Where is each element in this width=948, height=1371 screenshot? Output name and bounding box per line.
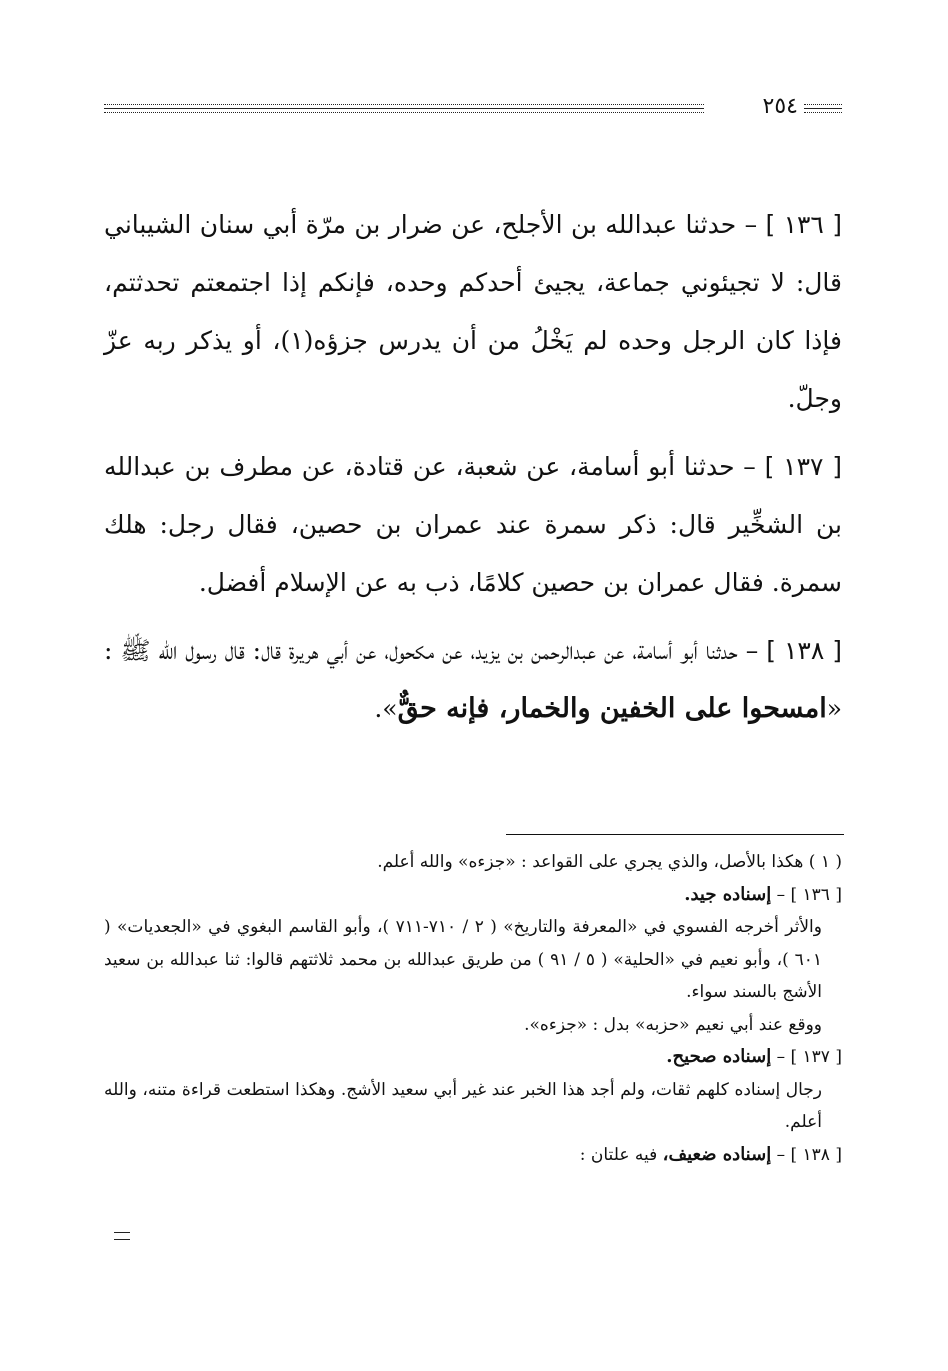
entry-138 — [104, 622, 842, 738]
page-header — [104, 96, 842, 132]
entry-number: [ ١٣٧ ] — [764, 452, 842, 481]
entry-number: [ ١٣٦ ] — [765, 210, 842, 239]
footnote-label: [ ١٣٧ ] – — [771, 1047, 842, 1067]
hadith-text: امسحوا على الخفين والخمار، فإنه حقٌّ — [397, 693, 827, 724]
footnote-138-heading — [104, 1139, 842, 1172]
footnote-separator — [506, 834, 844, 835]
footnote-text: فيه علتان : — [579, 1144, 663, 1165]
footnote-grade: إسناده صحيح. — [666, 1046, 772, 1067]
footnote-136-note: ووقع عند أبي نعيم «حزبه» بدل : «جزءه». — [524, 1014, 822, 1035]
footnote-137-heading — [104, 1041, 842, 1074]
main-text — [104, 196, 842, 748]
footnote-137-body: رجال إسناده كلهم ثقات، ولم أجد هذا الخبر عند غير أبي سعيد الأشج. وهكذا استطعت قراءة متنه، والله أعلم. — [104, 1079, 822, 1132]
entry-text: – حدثنا عبدالله بن الأجلح، عن ضرار بن مرّة أبي سنان الشيباني قال: لا تجيئوني جماعة، يجيئ أحدكم وحده، فإنكم إذا اجتمعتم تحدثتم، فإذا كان الرجل وحده لم يَخْلُ من أن يدرس جزؤه(١)، أو يذكر ربه عزّ وجلّ. — [104, 210, 842, 413]
entry-137 — [104, 438, 842, 612]
header-rule-right — [804, 104, 842, 118]
footnotes — [104, 846, 842, 1171]
entry-text: – حدثنا أبو أسامة، عن شعبة، عن قتادة، عن مطرف بن عبدالله بن الشخِّير قال: ذكر سمرة عند عمران بن حصين، فقال رجل: هلك سمرة. فقال عمران بن حصين كلامًا، ذب به عن الإسلام أفضل. — [104, 452, 842, 597]
footnote-1: ( ١ ) هكذا بالأصل، والذي يجري على القواعد : «جزءه» والله أعلم. — [377, 852, 842, 872]
entry-text: – حدثنا أبو أسامة، عن عبدالرحمن بن يزيد، عن مكحول، عن أبي هريرة قال: قال رسول الله ﷺ : « — [104, 636, 842, 723]
entry-text-end: ». — [374, 694, 398, 723]
footnote-136-body: والأثر أخرجه الفسوي في «المعرفة والتاريخ» ( ٢ / ٧١٠-٧١١ )، وأبو القاسم البغوي في «الجعديات» ( ٦٠١ )، وأبو نعيم في «الحلية» ( ٥ / ٩١ ) من طريق عبدالله بن محمد ثلاثتهم قالوا: ثنا عبدالله بن سعيد الأشج بالسند سواء. — [104, 917, 822, 1002]
page-number: ٢٥٤ — [762, 94, 798, 119]
footnote-136-heading — [104, 879, 842, 912]
header-rule-left — [104, 104, 704, 118]
continuation-mark — [114, 1232, 130, 1240]
footnote-label: [ ١٣٨ ] – — [771, 1144, 842, 1165]
entry-136 — [104, 196, 842, 428]
footnote-grade: إسناده جيد. — [684, 883, 772, 905]
footnote-grade: إسناده ضعيف، — [662, 1143, 772, 1165]
entry-number: [ ١٣٨ ] — [766, 636, 843, 665]
footnote-label: [ ١٣٦ ] – — [771, 884, 842, 905]
